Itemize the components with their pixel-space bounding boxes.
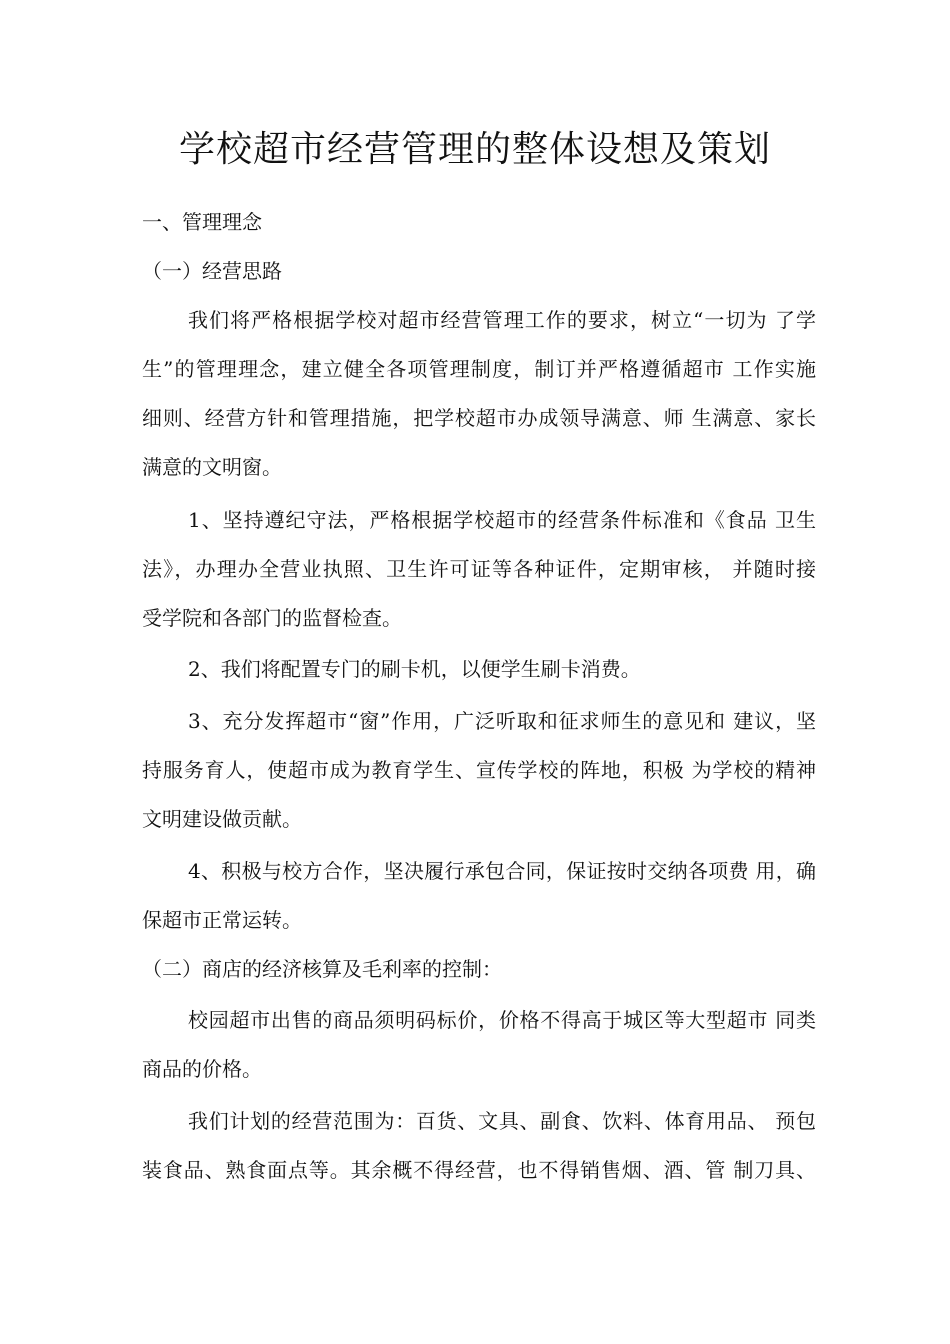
subsection-heading-economic-accounting: （二）商店的经济核算及毛利率的控制： — [142, 957, 502, 981]
paragraph-line: 满意的文明窗。 — [142, 455, 282, 479]
paragraph-line: 保超市正常运转。 — [142, 908, 302, 932]
paragraph-line: 商品的价格。 — [142, 1057, 262, 1081]
paragraph-line: 1、坚持遵纪守法，严格根据学校超市的经营条件标准和《食品 卫生 — [188, 508, 816, 532]
paragraph-line: 文明建设做贡献。 — [142, 807, 302, 831]
paragraph-line: 3、充分发挥超市“窗”作用，广泛听取和征求师生的意见和 建议，坚 — [188, 709, 816, 733]
paragraph-line: 持服务育人，使超市成为教育学生、宣传学校的阵地，积极 为学校的精神 — [142, 758, 816, 782]
paragraph-line: 我们将严格根据学校对超市经营管理工作的要求，树立“一切为 了学 — [188, 308, 816, 332]
document-title: 学校超市经营管理的整体设想及策划 — [178, 129, 771, 170]
paragraph-line: 装食品、熟食面点等。其余概不得经营，也不得销售烟、酒、管 制刀具、 — [142, 1158, 816, 1182]
paragraph-line: 4、积极与校方合作，坚决履行承包合同，保证按时交纳各项费 用，确 — [188, 859, 816, 883]
paragraph-line: 2、我们将配置专门的刷卡机，以便学生刷卡消费。 — [188, 657, 641, 681]
subsection-heading-business-approach: （一）经营思路 — [142, 259, 282, 283]
paragraph-line: 细则、经营方针和管理措施，把学校超市办成领导满意、师 生满意、家长 — [142, 406, 816, 430]
section-heading-management-philosophy: 一、管理理念 — [142, 210, 262, 234]
paragraph-line: 受学院和各部门的监督检查。 — [142, 606, 402, 630]
paragraph-line: 校园超市出售的商品须明码标价，价格不得高于城区等大型超市 同类 — [188, 1008, 816, 1032]
paragraph-line: 我们计划的经营范围为：百货、文具、副食、饮料、体育用品、 预包 — [188, 1109, 816, 1133]
paragraph-line: 法》，办理办全营业执照、卫生许可证等各种证件，定期审核， 并随时接 — [142, 557, 816, 581]
paragraph-line: 生”的管理理念，建立健全各项管理制度，制订并严格遵循超市 工作实施 — [142, 357, 816, 381]
